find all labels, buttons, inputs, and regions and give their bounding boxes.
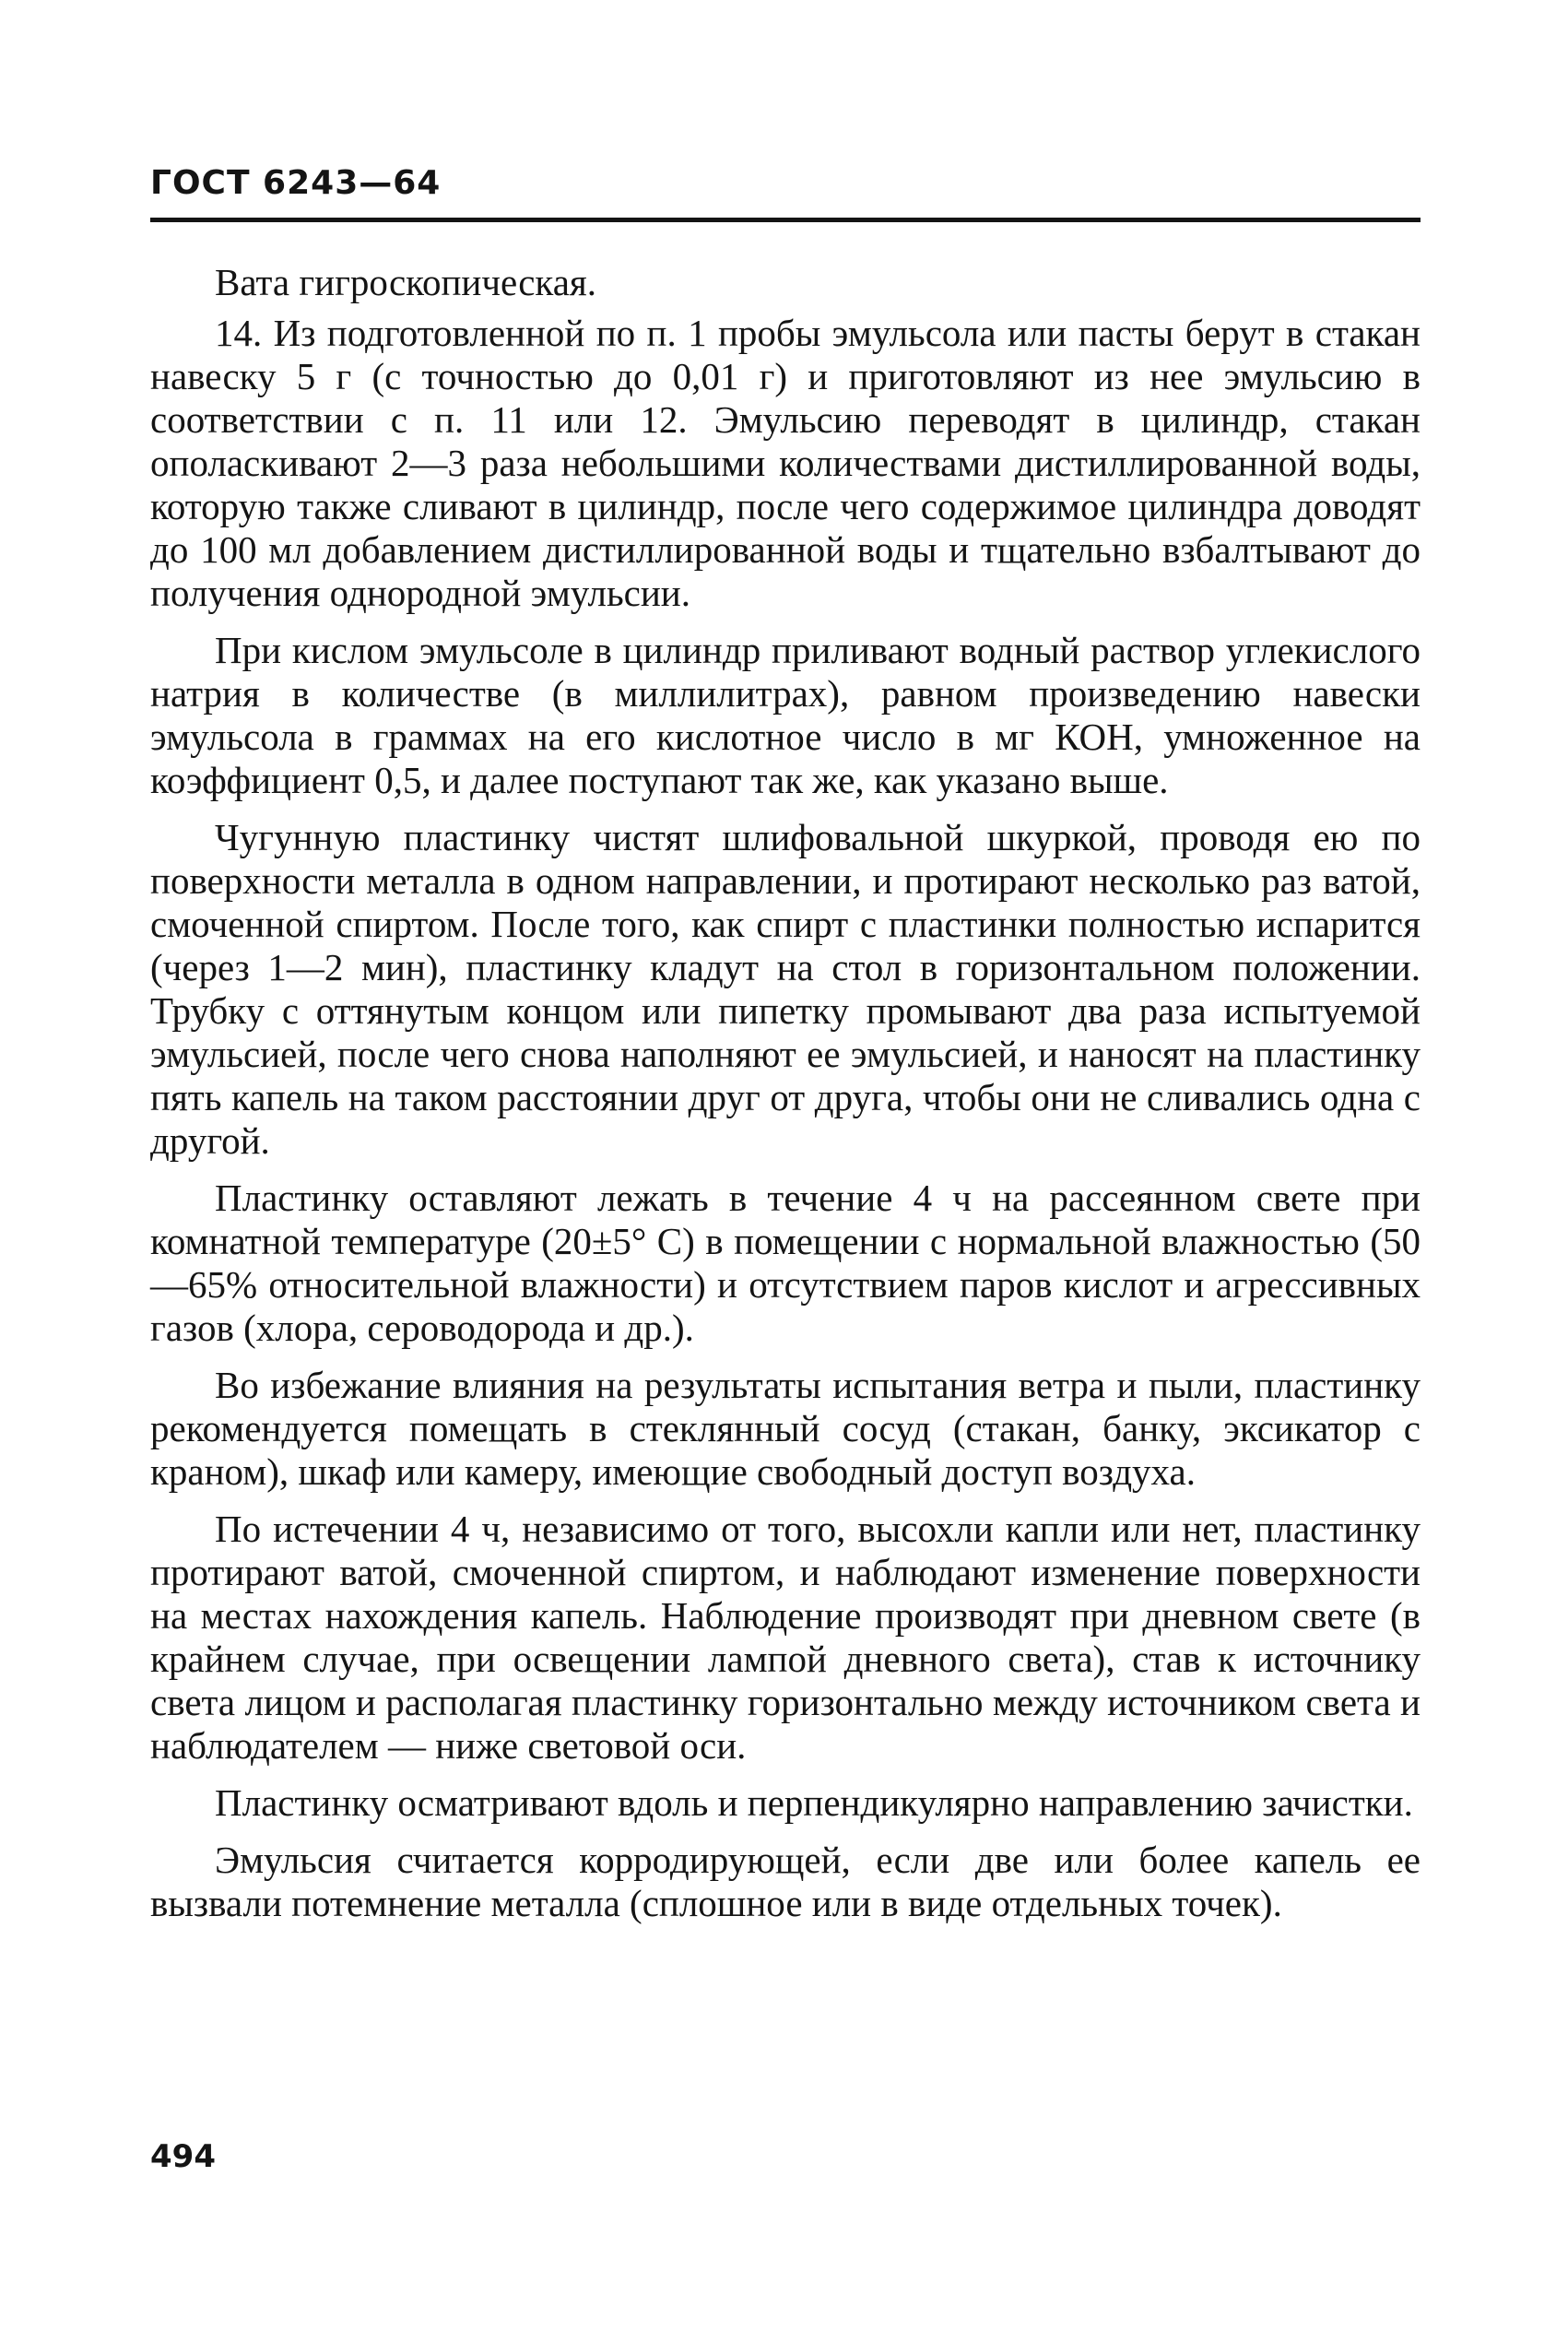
- paragraph-acid-emulsol: При кислом эмульсоле в цилиндр приливают водный раствор углекислого натрия в количестве (в миллилитрах), равном произведению навески эмульсола в граммах на его кислотное число в мг КОН, умноженное на коэффициент 0,5, и далее поступают так же, как указано выше.: [150, 629, 1421, 801]
- header-rule: [150, 218, 1421, 222]
- paragraph-protection: Во избежание влияния на результаты испытания ветра и пыли, пластинку рекомендуется помещать в стеклянный сосуд (стакан, банку, эксикатор с краном), шкаф или камеру, имеющие свободный доступ воздуха.: [150, 1364, 1421, 1493]
- body-text: [150, 261, 1421, 1939]
- paragraph-clause-14: 14. Из подготовленной по п. 1 пробы эмульсола или пасты берут в стакан навеску 5 г (с точностью до 0,01 г) и приготовляют из нее эмульсию в соответствии с п. 11 или 12. Эмульсию переводят в цилиндр, стакан ополаскивают 2—3 раза небольшими количествами дистиллированной воды, которую также сливают в цилиндр, после чего содержимое цилиндра доводят до 100 мл добавлением дистиллированной воды и тщательно взбалтывают до получения однородной эмульсии.: [150, 312, 1421, 614]
- paragraph-observation: По истечении 4 ч, независимо от того, высохли капли или нет, пластинку протирают ватой, смоченной спиртом, и наблюдают изменение поверхности на местах нахождения капель. Наблюдение производят при дневном свете (в крайнем случае, при освещении лампой дневного света), став к источнику света лицом и располагая пластинку горизонтально между источником света и наблюдателем — ниже световой оси.: [150, 1508, 1421, 1767]
- page-number: 494: [150, 2138, 216, 2175]
- paragraph-plate-preparation: Чугунную пластинку чистят шлифовальной шкуркой, проводя ею по поверхности металла в одном направлении, и протирают несколько раз ватой, смоченной спиртом. После того, как спирт с пластинки полностью испарится (через 1—2 мин), пластинку кладут на стол в горизонтальном положении. Трубку с оттянутым концом или пипетку промывают два раза испытуемой эмульсией, после чего снова наполняют ее эмульсией, и наносят на пластинку пять капель на таком расстоянии друг от друга, чтобы они не сливались одна с другой.: [150, 816, 1421, 1162]
- paragraph-inspection: Пластинку осматривают вдоль и перпендикулярно направлению зачистки.: [215, 1781, 1413, 1824]
- paragraph-criterion: Эмульсия считается корродирующей, если две или более капель ее вызвали потемнение металла (сплошное или в виде отдельных точек).: [150, 1839, 1421, 1924]
- paragraph-material: Вата гигроскопическая.: [215, 261, 597, 303]
- running-header: ГОСТ 6243—64: [150, 164, 442, 202]
- paragraph-exposure-conditions: Пластинку оставляют лежать в течение 4 ч на рассеянном свете при комнатной температуре (20±5° С) в помещении с нормальной влажностью (50—65% относительной влажности) и отсутствием паров кислот и агрессивных газов (хлора, сероводорода и др.).: [150, 1177, 1421, 1349]
